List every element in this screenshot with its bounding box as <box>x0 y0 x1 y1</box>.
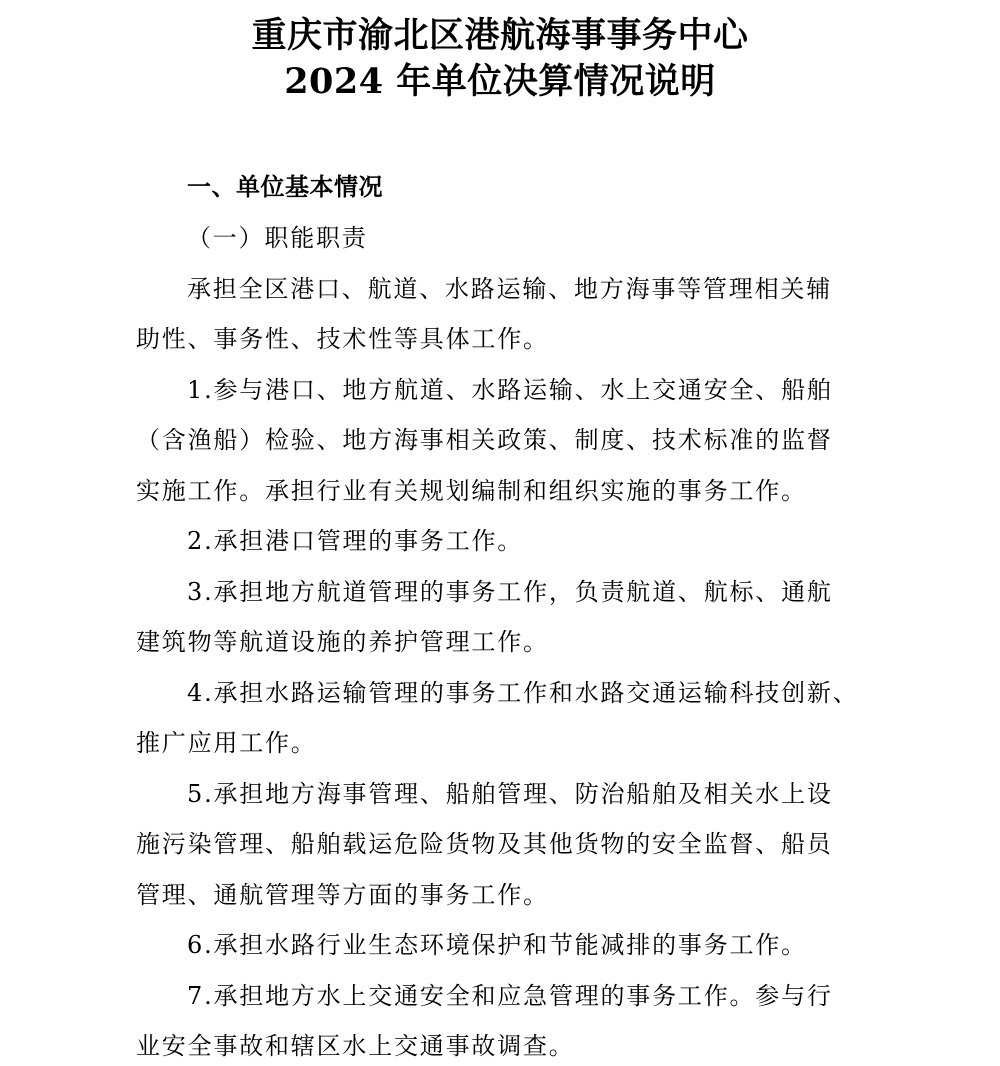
document-title-line-1: 重庆市渝北区港航海事事务中心 <box>251 15 749 56</box>
paragraph-line: 3.承担地方航道管理的事务工作，负责航道、航标、通航 <box>187 578 833 606</box>
paragraph-line: 1.参与港口、地方航道、水路运输、水上交通安全、船舶 <box>187 376 833 404</box>
paragraph-line: 实施工作。承担行业有关规划编制和组织实施的事务工作。 <box>136 477 807 505</box>
paragraph-line: 5.承担地方海事管理、船舶管理、防治船舶及相关水上设 <box>187 780 833 808</box>
paragraph-line: 7.承担地方水上交通安全和应急管理的事务工作。参与行 <box>187 982 833 1010</box>
paragraph-line: 业安全事故和辖区水上交通事故调查。 <box>136 1032 575 1060</box>
paragraph-line: 建筑物等航道设施的养护管理工作。 <box>136 628 549 656</box>
document-title-line-2: 2024 年单位决算情况说明 <box>284 61 716 102</box>
section-heading: 一、单位基本情况 <box>187 172 383 201</box>
subsection-heading: （一）职能职责 <box>187 224 368 252</box>
paragraph-line: 助性、事务性、技术性等具体工作。 <box>136 325 549 353</box>
paragraph-line: 承担全区港口、航道、水路运输、地方海事等管理相关辅 <box>187 275 832 303</box>
paragraph-line: 4.承担水路运输管理的事务工作和水路交通运输科技创新、 <box>187 679 859 707</box>
paragraph-line: 管理、通航管理等方面的事务工作。 <box>136 881 549 909</box>
paragraph-line: 2.承担港口管理的事务工作。 <box>187 527 524 555</box>
paragraph-line: 6.承担水路行业生态环境保护和节能减排的事务工作。 <box>187 931 807 959</box>
paragraph-line: 施污染管理、船舶载运危险货物及其他货物的安全监督、船员 <box>136 830 833 858</box>
paragraph-line: （含渔船）检验、地方海事相关政策、制度、技术标准的监督 <box>136 426 833 454</box>
paragraph-line: 推广应用工作。 <box>136 729 317 757</box>
